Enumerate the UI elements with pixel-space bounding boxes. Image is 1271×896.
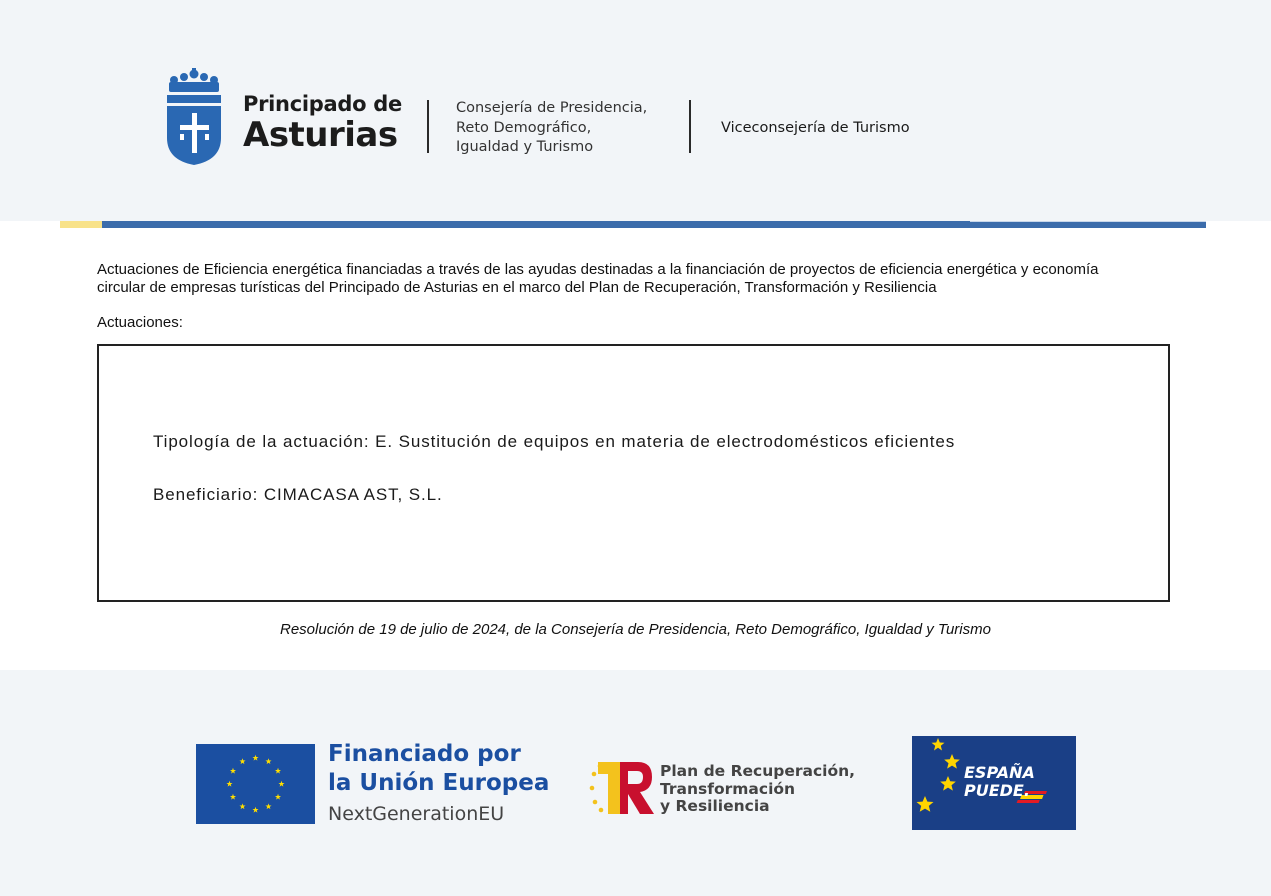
espana-line: ESPAÑA bbox=[964, 763, 1035, 782]
header-divider bbox=[427, 100, 429, 153]
prtr-text bbox=[660, 763, 855, 816]
header-divider bbox=[689, 100, 691, 153]
consejeria-line: Consejería de Presidencia, bbox=[456, 100, 648, 116]
prtr-line: Transformación bbox=[660, 779, 796, 798]
consejeria-line: Igualdad y Turismo bbox=[456, 139, 594, 155]
actuaciones-label: Actuaciones: bbox=[97, 314, 183, 331]
espana-puede-text bbox=[964, 764, 1035, 800]
consejeria-line: Reto Demográfico, bbox=[456, 119, 592, 136]
eu-line: Financiado por bbox=[328, 741, 521, 767]
resolucion-caption: Resolución de 19 de julio de 2024, de la Consejería de Presidencia, Reto Demográfico, Igualdad y Turismo bbox=[280, 621, 991, 638]
espana-line: PUEDE. bbox=[964, 781, 1030, 800]
viceconsejeria-name: Viceconsejería de Turismo bbox=[721, 120, 910, 136]
intro-line: circular de empresas turísticas del Principado de Asturias en el marco del Plan de Recuperación, Transformación y Resiliencia bbox=[97, 279, 937, 296]
prtr-line: y Resiliencia bbox=[660, 797, 770, 815]
accent-stripe-blue bbox=[102, 221, 970, 228]
org-name-line2: Asturias bbox=[243, 115, 398, 155]
principado-logo-text bbox=[243, 92, 402, 155]
tipologia-text: Tipología de la actuación: E. Sustitución de equipos en materia de electrodomésticos eficientes bbox=[153, 432, 956, 451]
prtr-line: Plan de Recuperación, bbox=[660, 762, 856, 780]
beneficiario-text: Beneficiario: CIMACASA AST, S.L. bbox=[153, 485, 443, 504]
nextgen-label: NextGenerationEU bbox=[328, 803, 505, 825]
consejeria-name bbox=[456, 99, 647, 158]
org-name-line1: Principado de bbox=[243, 92, 402, 116]
header bbox=[0, 0, 1271, 221]
eu-line: la Unión Europea bbox=[328, 770, 550, 796]
eu-flag-icon bbox=[196, 744, 315, 824]
accent-stripe-blue bbox=[970, 221, 1206, 228]
intro-line: Actuaciones de Eficiencia energética financiadas a través de las ayudas destinadas a la financiación de proyectos de eficiencia energética y economía bbox=[97, 261, 1099, 278]
espana-puede-logo bbox=[912, 736, 1076, 830]
prtr-logo-icon bbox=[588, 758, 656, 818]
intro-paragraph bbox=[97, 261, 1187, 297]
actuacion-box bbox=[97, 344, 1170, 602]
asturias-shield-icon bbox=[165, 68, 223, 166]
eu-funding-text bbox=[328, 740, 549, 825]
accent-stripe-yellow bbox=[60, 221, 102, 228]
